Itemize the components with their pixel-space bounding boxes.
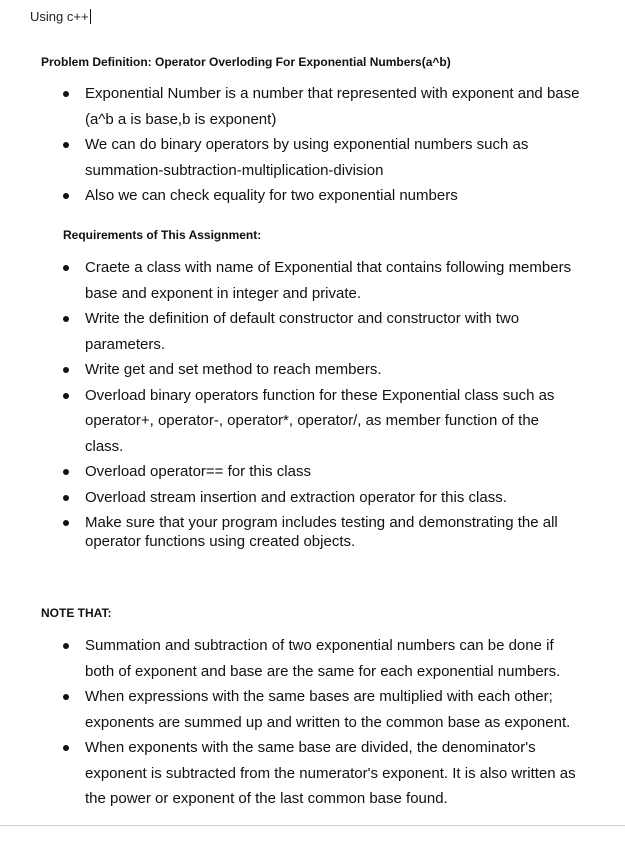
list-item [63, 485, 598, 511]
list-item [63, 132, 598, 183]
list-item [63, 513, 598, 551]
list-item [63, 306, 598, 357]
list-item-line: (a^b a is base,b is exponent) [85, 110, 277, 128]
list-item-line: operator+, operator-, operator*, operator/, as member function of the [85, 412, 539, 429]
list-item-line: Write get and set method to reach members. [85, 361, 382, 378]
list-item-line: Exponential Number is a number that represented with exponent and base [85, 85, 580, 102]
list-item [63, 255, 598, 306]
list-item-line: Also we can check equality for two exponential numbers [85, 187, 458, 204]
bullet-icon [63, 643, 69, 649]
note-list [63, 633, 598, 812]
list-item-line: When exponents with the same base are divided, the denominator's [85, 739, 536, 756]
problem-definition-list [63, 81, 598, 209]
bullet-icon [63, 469, 69, 475]
list-item-line: When expressions with the same bases are multiplied with each other; [85, 688, 553, 705]
list-item-line: operator functions using created objects. [85, 533, 356, 550]
page-bottom-divider [0, 825, 625, 826]
bullet-icon [63, 367, 69, 373]
list-item-line: Summation and subtraction of two exponential numbers can be done if [85, 637, 554, 654]
list-item [63, 735, 598, 812]
note-heading: NOTE THAT: [41, 606, 112, 620]
list-item [63, 81, 598, 132]
list-item-line: Write the definition of default constructor and constructor with two [85, 310, 520, 327]
bullet-icon [63, 393, 69, 399]
list-item-line: both of exponent and base are the same for each exponential numbers. [85, 662, 561, 680]
list-item-line: exponents are summed up and written to the common base as exponent. [85, 713, 571, 731]
list-item-line: Craete a class with name of Exponential that contains following members [85, 259, 572, 276]
list-item-line: Make sure that your program includes testing and demonstrating the all [85, 514, 558, 531]
list-item [63, 633, 598, 684]
top-note-text: Using c++ [30, 9, 89, 24]
list-item-line: the power or exponent of the last common base found. [85, 790, 448, 807]
requirements-list [63, 255, 598, 551]
list-item-line: Overload stream insertion and extraction operator for this class. [85, 488, 507, 506]
list-item [63, 183, 598, 209]
requirements-heading: Requirements of This Assignment: [63, 228, 262, 242]
list-item [63, 357, 598, 383]
bullet-icon [63, 193, 69, 199]
list-item-line: We can do binary operators by using exponential numbers such as [85, 136, 529, 153]
list-item-line: class. [85, 437, 124, 455]
list-item [63, 383, 598, 460]
bullet-icon [63, 265, 69, 271]
bullet-icon [63, 142, 69, 148]
bullet-icon [63, 745, 69, 751]
text-caret [90, 9, 91, 24]
list-item-line: base and exponent in integer and private. [85, 284, 362, 302]
bullet-icon [63, 495, 69, 501]
list-item-line: exponent is subtracted from the numerator's exponent. It is also written as [85, 764, 576, 782]
text-cursor-line[interactable] [30, 8, 91, 26]
bullet-icon [63, 520, 69, 526]
list-item-line: Overload operator== for this class [85, 463, 311, 480]
list-item [63, 684, 598, 735]
list-item-line: Overload binary operators function for these Exponential class such as [85, 386, 555, 404]
bullet-icon [63, 91, 69, 97]
list-item-line: parameters. [85, 335, 166, 353]
list-item-line: summation-subtraction-multiplication-division [85, 161, 384, 179]
bullet-icon [63, 694, 69, 700]
bullet-icon [63, 316, 69, 322]
list-item [63, 459, 598, 485]
problem-definition-heading: Problem Definition: Operator Overloding For Exponential Numbers(a^b) [41, 55, 451, 69]
